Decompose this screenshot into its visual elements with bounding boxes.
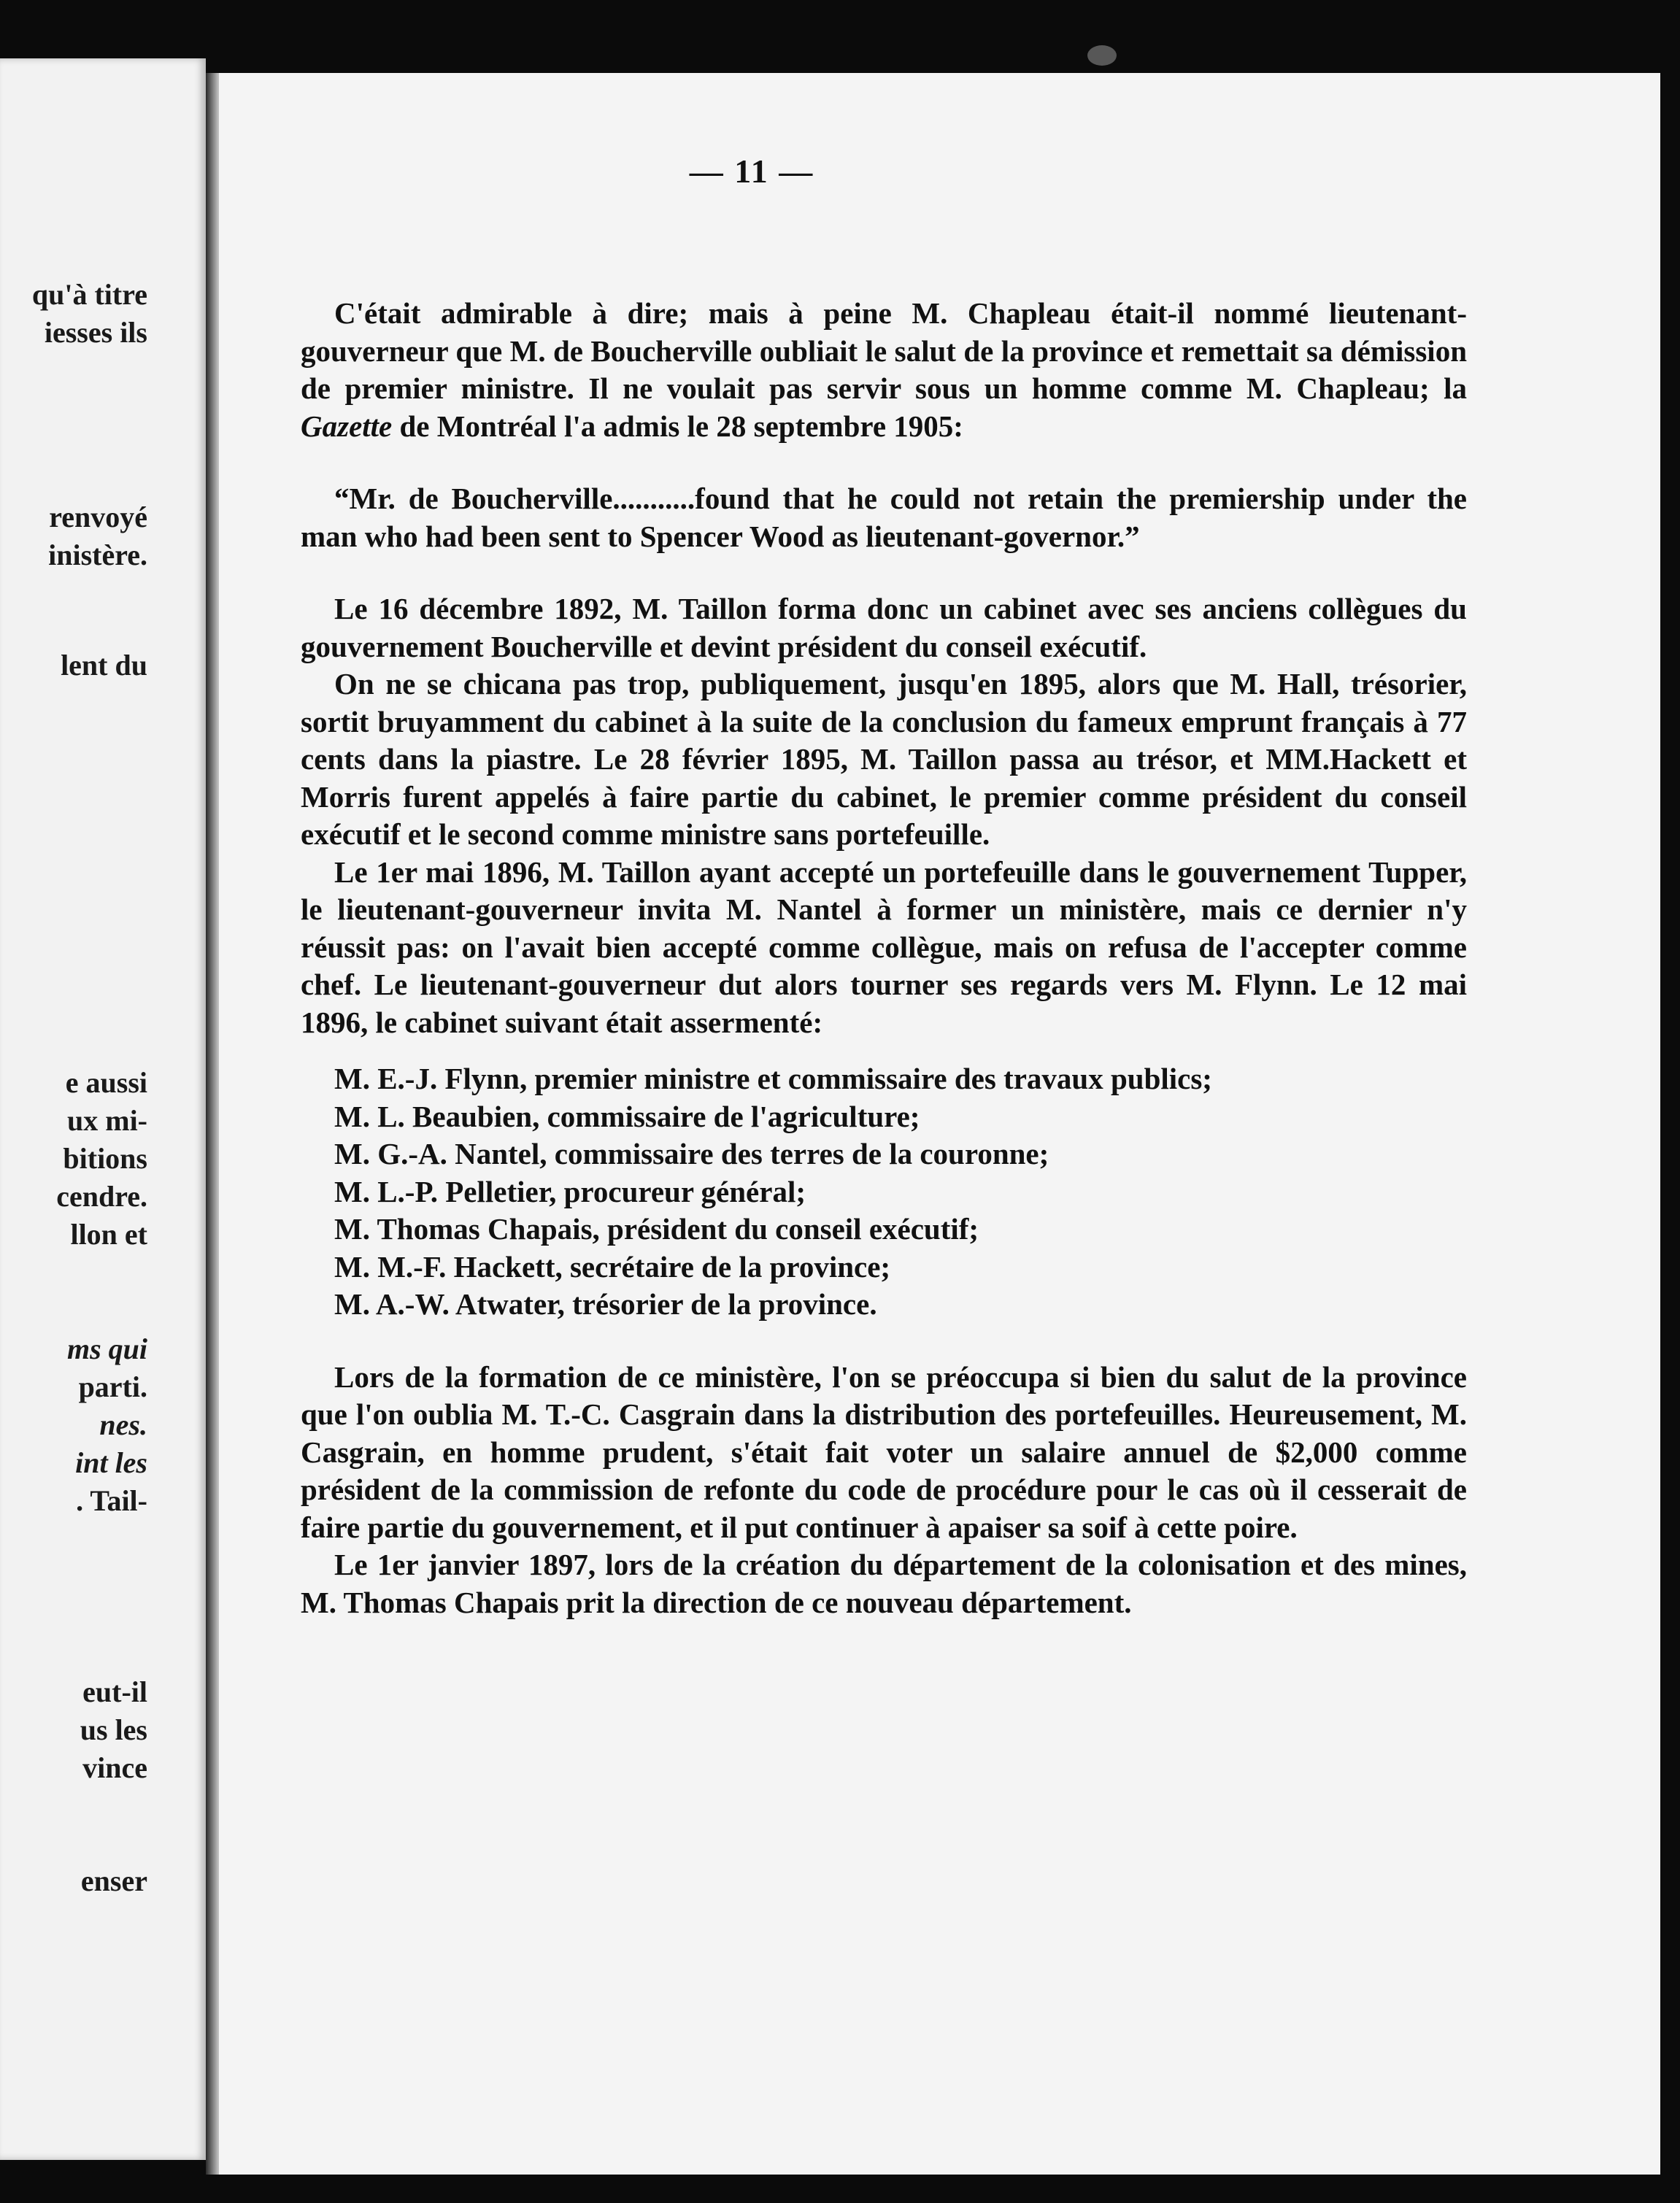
scan-blemish [1087, 45, 1117, 66]
page-body [301, 295, 1467, 1621]
left-text-fragment: nes. [99, 1408, 147, 1441]
left-text-fragment: ms qui [66, 1332, 147, 1365]
left-text-fragment: ux mi- [67, 1104, 147, 1137]
left-text-fragment: inistère. [48, 539, 147, 571]
list-item: M. Thomas Chapais, président du conseil exécutif; [334, 1212, 979, 1246]
left-text-fragment: renvoyé [49, 501, 147, 533]
newspaper-title: Gazette [301, 409, 393, 443]
left-text-fragment: cendre. [56, 1180, 147, 1213]
list-item: M. L.-P. Pelletier, procureur général; [334, 1174, 806, 1208]
list-item: M. G.-A. Nantel, commissaire des terres de la couronne; [334, 1137, 1049, 1170]
paragraph: Le 1er janvier 1897, lors de la création du département de la colonisation et des mines, M. Thomas Chapais prit la direction de ce nouveau département. [301, 1548, 1467, 1619]
left-text-fragment: int les [75, 1446, 147, 1479]
paragraph: Le 16 décembre 1892, M. Taillon forma donc un cabinet avec ses anciens collègues du gouvernement Boucherville et devint président du conseil exécutif. [301, 592, 1467, 663]
left-text-fragment: e aussi [65, 1066, 147, 1099]
left-text-fragment: iesses ils [44, 316, 147, 349]
quotation: “Mr. de Boucherville...........found that he could not retain the premiership under the man who had been sent to Spencer Wood as lieutenant-governor.” [301, 482, 1467, 553]
left-text-fragment: parti. [78, 1370, 147, 1403]
cabinet-list [301, 1060, 1467, 1324]
left-text-fragment: us les [80, 1713, 147, 1746]
left-text-fragment: bitions [63, 1142, 147, 1175]
paragraph: On ne se chicana pas trop, publiquement, jusqu'en 1895, alors que M. Hall, trésorier, sortit bruyamment du cabinet à la suite de la conclusion du fameux emprunt français à 77 cents dans la piastre. Le 28 février 1895, M. Taillon passa au trésor, et MM.Hackett et Morris furent appelés à faire partie du cabinet, le premier comme président du conseil exécutif et le second comme ministre sans portefeuille. [301, 667, 1467, 851]
left-text-fragment: enser [80, 1864, 147, 1897]
list-item: M. L. Beaubien, commissaire de l'agriculture; [334, 1099, 920, 1133]
paragraph: Lors de la formation de ce ministère, l'on se préoccupa si bien du salut de la province que l'on oublia M. T.-C. Casgrain dans la distribution des portefeuilles. Heureusement, M. Casgrain, en homme prudent, s'était fait voter un salaire annuel de $2,000 comme président de la commission de refonte du code de procédure pour le cas où il cesserait de faire partie du gouvernement, et il put continuer à apaiser sa soif à cette poire. [301, 1359, 1467, 1544]
paragraph-text: de Montréal l'a admis le 28 septembre 1905: [392, 409, 963, 443]
left-text-fragment: qu'à titre [31, 278, 147, 311]
list-item: M. A.-W. Atwater, trésorier de la province. [334, 1287, 877, 1321]
paragraph-text: C'était admirable à dire; mais à peine M. Chapleau était-il nommé lieutenant-gouverneur que M. de Boucherville oubliait le salut de la province et remettait sa démission de premier ministre. Il ne voulait pas servir sous un homme comme M. Chapleau; la [301, 296, 1467, 405]
list-item: M. E.-J. Flynn, premier ministre et commissaire des travaux publics; [334, 1062, 1212, 1095]
left-page-fragment [0, 58, 206, 2160]
left-text-fragment: . Tail- [76, 1484, 147, 1517]
left-text-fragment: vince [82, 1751, 147, 1784]
paragraph [301, 295, 1467, 445]
left-text-fragment: llon et [70, 1218, 147, 1251]
left-text-fragment: lent du [61, 649, 147, 682]
page-number: — 11 — [689, 153, 814, 190]
left-text-fragment: eut-il [82, 1675, 147, 1708]
paragraph: Le 1er mai 1896, M. Taillon ayant accepté un portefeuille dans le gouvernement Tupper, le lieutenant-gouverneur invita M. Nantel à former un ministère, mais ce dernier n'y réussit pas: on l'avait bien accepté comme collègue, mais on refusa de l'accepter comme chef. Le lieutenant-gouverneur dut alors tourner ses regards vers M. Flynn. Le 12 mai 1896, le cabinet suivant était assermenté: [301, 854, 1467, 1039]
list-item: M. M.-F. Hackett, secrétaire de la province; [334, 1249, 891, 1284]
